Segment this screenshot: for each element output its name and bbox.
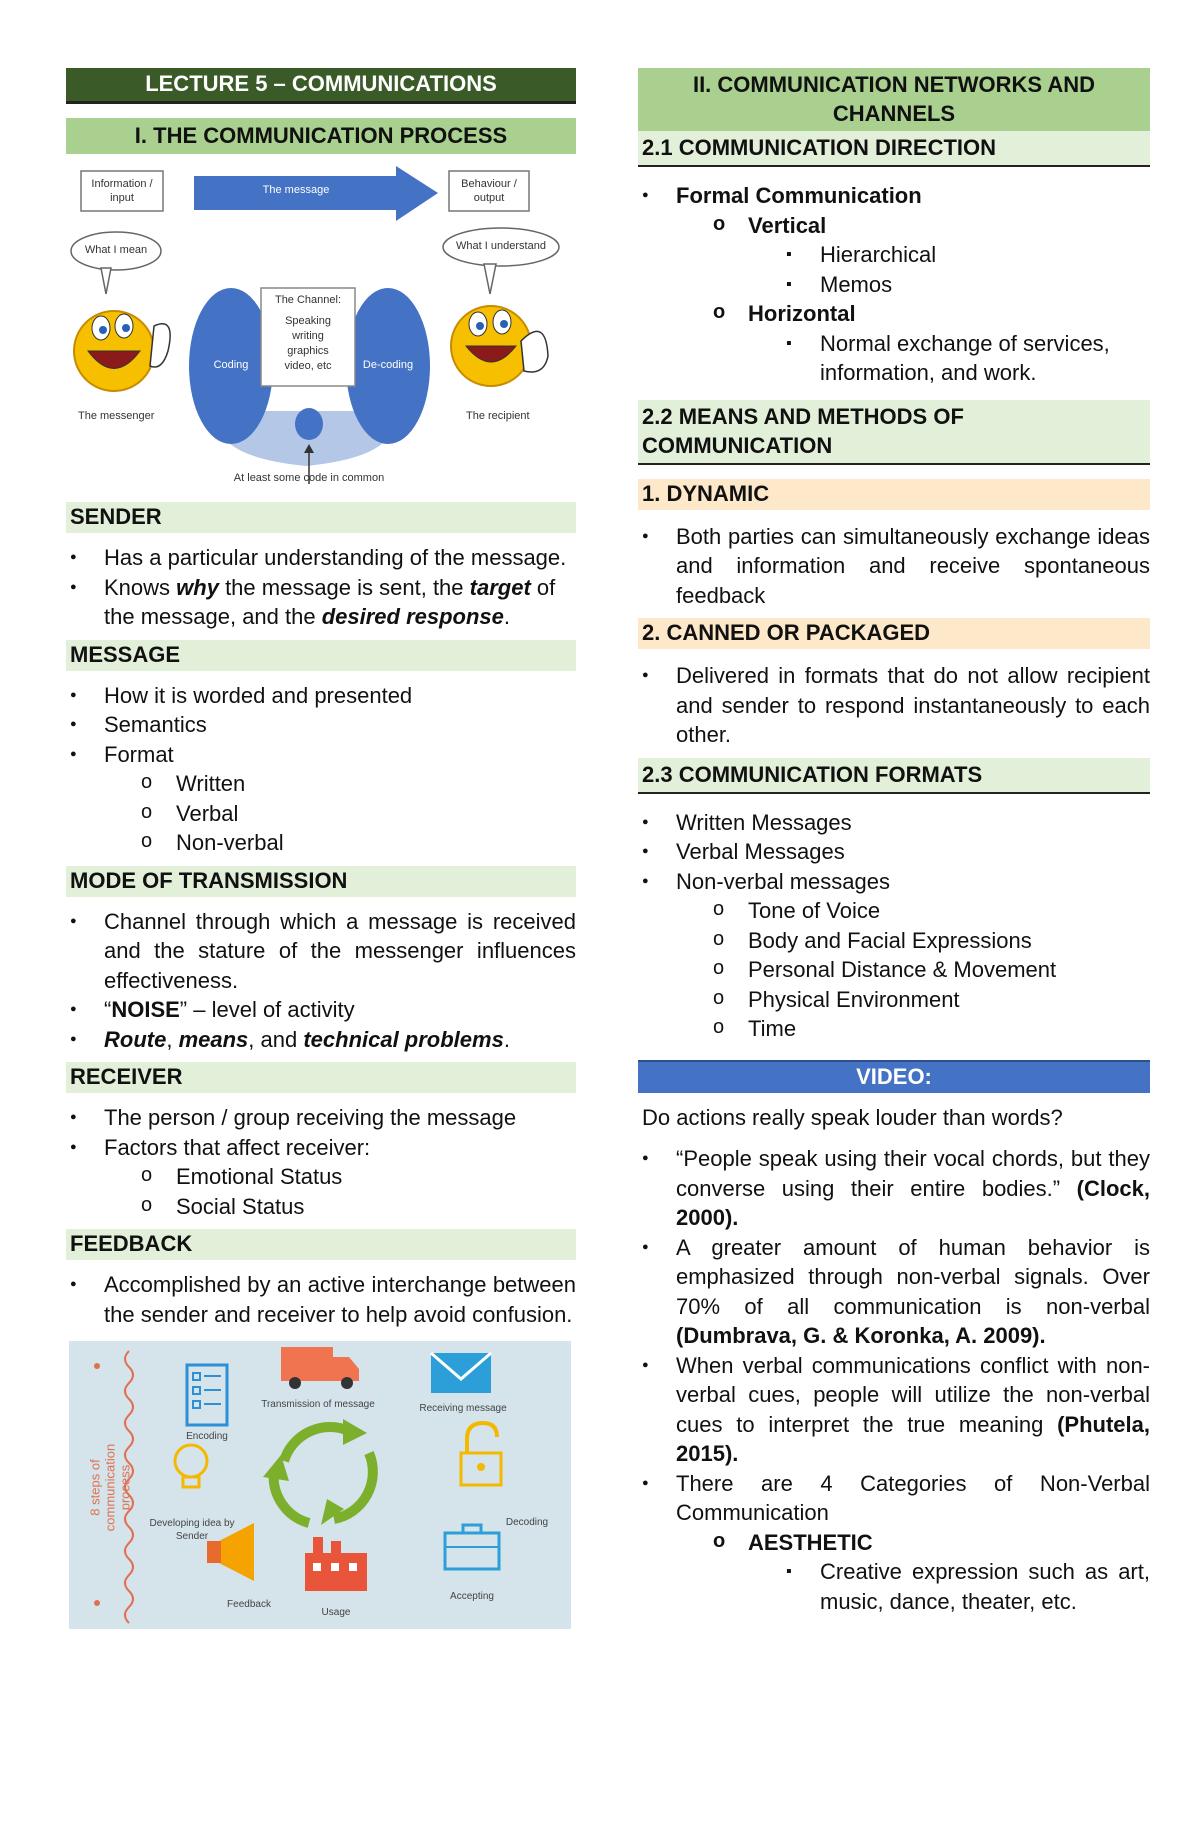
citation: (Clock, 2000). [676,1175,1150,1230]
encoding-label: Encoding [186,1431,228,1442]
list-item: ● How it is worded and presented [66,681,576,711]
section-networks-channels: II. COMMUNICATION NETWORKS AND CHANNELS [638,68,1150,131]
bullet-dot [94,1363,100,1369]
emphasis-desired-response: desired response [321,604,504,629]
list-item: ● There are 4 Categories of Non-Verbal Communication [638,1469,1150,1528]
video-question: Do actions really speak louder than words? [642,1104,1063,1130]
text-span: When verbal communications conflict with non-verbal cues, people will utilize the non-verbal cues to interpret the true meaning [676,1352,1150,1437]
what-i-mean-label: What I mean [84,244,148,256]
sender-heading: SENDER [66,502,576,533]
behaviour-output-label: Behaviour / output [461,178,517,204]
info-input-label: Information / input [91,178,153,204]
list-item: ● Verbal Messages [638,837,1150,867]
list-item: ● Factors that affect receiver: [66,1133,576,1163]
list-item: ● Format [66,740,576,770]
receiving-label: Receiving message [419,1403,507,1414]
unlock-icon [461,1423,501,1485]
section-communication-process: I. THE COMMUNICATION PROCESS [66,118,576,154]
sub-list-item: o Body and Facial Expressions [638,926,1150,956]
messenger-label: The messenger [78,410,155,422]
sub-list-item: o Written [66,769,576,799]
what-i-understand-label: What I understand [456,240,546,252]
message-label: The message [262,184,330,196]
video-heading: VIDEO: [638,1060,1150,1093]
right-column [638,68,1150,1616]
text-span: “People speak using their vocal chords, but they converse using their entire bodies.” [676,1146,1150,1201]
truck-icon [281,1347,359,1389]
channel-item: video, etc [284,360,332,372]
text-span: of the message, and the [104,574,556,629]
speech-tail-left [101,268,111,294]
developing-label: Developing idea by Sender [149,1518,235,1542]
channel-list [261,314,355,374]
decoding-label: Decoding [505,1517,549,1528]
sub-sub-list-item: ▪ Hierarchical [638,240,1150,270]
recipient-smiley-icon [451,306,548,386]
common-code-center [295,408,323,440]
list-item: ● Formal Communication [638,181,1150,211]
side-title-line: 8 steps of communication [87,1443,118,1532]
sub-list-item: o Social Status [66,1192,576,1222]
list-item [66,995,576,1025]
side-title-line: process [117,1464,133,1511]
usage-label: Usage [321,1607,351,1618]
list-item: ● Accomplished by an active interchange between the sender and receiver to help avoid confusion. [66,1270,576,1329]
dynamic-heading: 1. DYNAMIC [638,479,1150,510]
text-span: A greater amount of human behavior is emphasized through non-verbal signals. Over 70% of all communication is non-verbal [676,1234,1150,1319]
citation: (Dumbrava, G. & Koronka, A. 2009). [676,1323,1046,1348]
channel-item: graphics [287,345,329,357]
sub-list-item: o Verbal [66,799,576,829]
channel-title: The Channel: [274,294,342,306]
text-span: “ [104,997,112,1022]
list-item: ● Written Messages [638,808,1150,838]
list-item [638,1144,1150,1233]
message-list [66,681,576,858]
coding-label: Coding [213,359,249,371]
sub-sub-list-item: ▪ Normal exchange of services, information, and work. [638,329,1150,388]
mode-list [66,907,576,1055]
sub-list-item: o Non-verbal [66,828,576,858]
list-item: ● Delivered in formats that do not allow recipient and sender to respond instantaneously to each other. [638,661,1150,750]
cycle-arrows-icon [263,1419,373,1525]
receiver-list [66,1103,576,1221]
canned-packaged-heading: 2. CANNED OR PACKAGED [638,618,1150,649]
list-item [638,1351,1150,1469]
sub-list-item: o Personal Distance & Movement [638,955,1150,985]
text-span: the message is sent, the [218,574,470,600]
steps-side-title [88,1433,133,1543]
factory-icon [305,1537,367,1591]
feedback-list [66,1270,576,1329]
canned-list [638,661,1150,750]
message-heading: MESSAGE [66,640,576,671]
channel-item: writing [292,330,324,342]
sub-list-item: o Vertical [638,211,1150,241]
list-item: ● Non-verbal messages [638,867,1150,897]
sub-list-item: o Tone of Voice [638,896,1150,926]
sub-list-item: o Time [638,1014,1150,1044]
list-item: ● The person / group receiving the message [66,1103,576,1133]
list-item [638,1233,1150,1351]
receiver-heading: RECEIVER [66,1062,576,1093]
sender-list [66,543,576,632]
emphasis-noise: NOISE [111,997,180,1022]
sub-list-item: o Emotional Status [66,1162,576,1192]
bullet-dot [94,1600,100,1606]
envelope-icon [431,1353,491,1393]
text-span: Knows [104,574,177,600]
common-code-label: At least some code in common [233,472,385,484]
lecture-title: LECTURE 5 – COMMUNICATIONS [66,68,576,104]
transmission-label: Transmission of message [261,1399,375,1410]
sub-list-item: o Physical Environment [638,985,1150,1015]
feedback-heading: FEEDBACK [66,1229,576,1260]
decoding-label: De-coding [362,359,414,371]
list-item: ● Channel through which a message is received and the stature of the messenger influences effectiveness. [66,907,576,996]
communication-process-diagram [66,166,576,496]
means-methods-heading: 2.2 MEANS AND METHODS OF COMMUNICATION [638,400,1150,465]
recipient-label: The recipient [466,410,530,422]
mode-of-transmission-heading: MODE OF TRANSMISSION [66,866,576,897]
text-span: . [503,1026,510,1052]
text-span: , [166,1026,179,1052]
text-span: ” – level of activity [179,997,355,1022]
text-span: , and [248,1026,304,1052]
emphasis-why: why [176,574,219,600]
emphasis-route: Route [104,1026,167,1052]
citation: (Phutela, 2015). [676,1411,1150,1466]
communication-steps-infographic [69,1341,571,1629]
dynamic-list [638,522,1150,611]
list-item [66,1025,576,1055]
sub-list-item: o Horizontal [638,299,1150,329]
emphasis-target: target [469,574,531,600]
text-span: . [503,604,511,629]
messenger-smiley-icon [74,311,170,391]
left-column [66,68,576,1629]
steps-svg [69,1341,571,1629]
list-item [66,573,576,632]
sub-list-item: o AESTHETIC [638,1528,1150,1558]
sub-sub-list-item: ▪ Creative expression such as art, music, dance, theater, etc. [638,1557,1150,1616]
list-item: ● Both parties can simultaneously exchange ideas and information and receive spontaneous feedback [638,522,1150,611]
list-item: ● Semantics [66,710,576,740]
accepting-label: Accepting [450,1591,494,1602]
sub-sub-list-item: ▪ Memos [638,270,1150,300]
lightbulb-icon [175,1445,207,1487]
channel-item: Speaking [285,315,331,327]
communication-direction-heading: 2.1 COMMUNICATION DIRECTION [638,131,1150,167]
encoding-icon [187,1365,227,1425]
feedback-label: Feedback [227,1599,271,1610]
emphasis-means: means [178,1026,249,1052]
emphasis-technical-problems: technical problems [303,1026,504,1052]
formats-list [638,808,1150,1044]
list-item: ● Has a particular understanding of the message. [66,543,576,573]
briefcase-icon [445,1525,499,1569]
video-list [638,1144,1150,1616]
communication-formats-heading: 2.3 COMMUNICATION FORMATS [638,758,1150,794]
direction-list [638,181,1150,388]
speech-tail-right [484,264,496,294]
